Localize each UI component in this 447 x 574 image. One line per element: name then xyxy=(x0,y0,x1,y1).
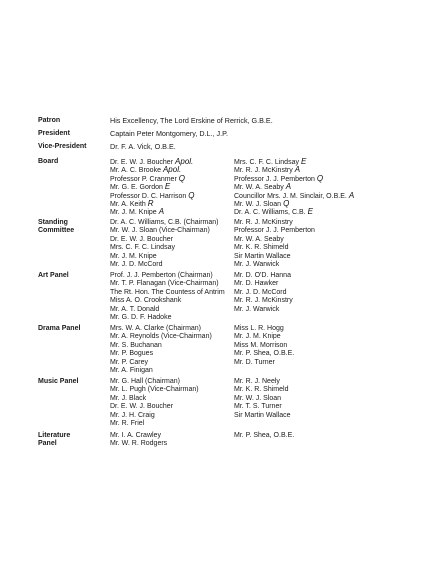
drama-panel-right-column xyxy=(234,325,294,367)
list-item: Mr. J. Black xyxy=(110,394,147,402)
list-item: Dr. E. W. J. Boucher xyxy=(110,235,174,243)
standing-committee-left-column xyxy=(110,219,219,269)
list-item: Miss L. R. Hogg xyxy=(234,325,284,332)
literature-panel-right-column xyxy=(234,432,294,440)
list-item: Mr. R. Friel xyxy=(110,419,145,427)
board-member: Mr. A. Keith R xyxy=(110,198,154,208)
list-item: Mr. I. A. Crawley xyxy=(110,432,161,439)
patron-label: Patron xyxy=(38,117,61,124)
board-member: Professor D. C. Harrison Q xyxy=(110,190,195,200)
list-item: The Rt. Hon. The Countess of Antrim xyxy=(110,288,225,296)
music-panel-label: Music Panel xyxy=(38,378,79,385)
list-item: Miss A. O. Crookshank xyxy=(110,297,182,305)
list-item: Professor J. J. Pemberton xyxy=(234,227,315,235)
board-left-column xyxy=(110,158,194,217)
list-item: Mr. R. J. McKinstry xyxy=(234,297,293,305)
list-item: Mr. W. J. Sloan (Vice-Chairman) xyxy=(110,227,210,235)
board-member: Councillor Mrs. J. M. Sinclair, O.B.E. A xyxy=(234,190,355,200)
list-item: Mr. D. O'D. Hanna xyxy=(234,272,291,279)
board-member: Dr. E. W. J. Boucher Apol. xyxy=(110,157,194,166)
literature-panel-label: Literature Panel xyxy=(38,432,71,448)
list-item: Mr. W. J. Sloan xyxy=(234,394,282,402)
handwritten-mark: Q xyxy=(283,198,290,208)
patron-value: His Excellency, The Lord Erskine of Rerrick, G.B.E. xyxy=(110,116,273,125)
music-panel-left-column xyxy=(110,378,199,428)
handwritten-mark: Apol. xyxy=(162,165,182,175)
handwritten-mark: E xyxy=(164,182,171,192)
list-item: Mr. D. Hawker xyxy=(234,280,279,288)
handwritten-mark: A xyxy=(294,165,301,175)
list-item: Mr. W. A. Seaby xyxy=(234,235,284,243)
list-item: Sir Martin Wallace xyxy=(234,411,291,419)
art-panel-left-column xyxy=(110,272,225,322)
vice-president-label: Vice-President xyxy=(38,143,87,150)
board-member: Mrs. C. F. C. Lindsay E xyxy=(234,157,307,166)
list-item: Mr. J. Warwick xyxy=(234,305,280,313)
list-item: Mr. L. Pugh (Vice-Chairman) xyxy=(110,386,199,394)
list-item: Mr. A. Reynolds (Vice-Chairman) xyxy=(110,333,212,341)
standing-committee-label: Standing Committee xyxy=(38,219,75,235)
standing-committee-right-column xyxy=(234,219,315,269)
list-item: Miss M. Morrison xyxy=(234,341,288,349)
list-item: Mr. P. Shea, O.B.E. xyxy=(234,350,295,358)
list-item: Mr. K. R. Shimeld xyxy=(234,386,289,394)
board-member: Mr. W. J. Sloan Q xyxy=(234,198,290,208)
list-item: Mr. J. H. Craig xyxy=(110,411,155,419)
handwritten-mark: Apol. xyxy=(175,157,194,166)
literature-panel-left-column xyxy=(110,432,167,449)
board-label: Board xyxy=(38,158,59,165)
art-panel-right-column xyxy=(234,272,293,314)
list-item: Mr. T. P. Flanagan (Vice-Chairman) xyxy=(110,280,219,288)
board-member: Professor P. Cranmer Q xyxy=(110,173,186,183)
list-item: Mr. P. Bogues xyxy=(110,350,154,358)
board-member: Professor J. J. Pemberton Q xyxy=(234,173,324,183)
drama-panel-left-column xyxy=(110,325,212,375)
list-item: Dr. A. C. Williams, C.B. (Chairman) xyxy=(110,219,219,226)
list-item: Mr. G. Hall (Chairman) xyxy=(110,378,181,385)
list-item: Mr. J. M. Knipe xyxy=(110,252,157,260)
handwritten-mark: Q xyxy=(316,173,324,183)
vice-president-value: Dr. F. A. Vick, O.B.E. xyxy=(110,142,176,151)
board-right-column xyxy=(234,158,354,217)
board-member: Mr. A. C. Brooke Apol. xyxy=(110,165,182,175)
handwritten-mark: Q xyxy=(188,190,195,200)
list-item: Mrs. C. F. C. Lindsay xyxy=(110,244,175,252)
list-item: Mrs. W. A. Clarke (Chairman) xyxy=(110,325,202,332)
handwritten-mark: A xyxy=(158,207,165,217)
list-item: Mr. S. Buchanan xyxy=(110,341,162,349)
president-value: Captain Peter Montgomery, D.L., J.P. xyxy=(110,129,228,138)
handwritten-mark: A xyxy=(285,182,292,192)
board-member: Mr. G. E. Gordon E xyxy=(110,182,171,192)
list-item: Mr. W. R. Rodgers xyxy=(110,440,168,448)
list-item: Mr. P. Shea, O.B.E. xyxy=(234,432,295,439)
list-item: Dr. E. W. J. Boucher xyxy=(110,403,174,411)
list-item: Mr. J. Warwick xyxy=(234,260,280,268)
handwritten-mark: E xyxy=(307,207,313,217)
list-item: Prof. J. J. Pemberton (Chairman) xyxy=(110,272,213,279)
list-item: Sir Martin Wallace xyxy=(234,252,291,260)
handwritten-mark: R xyxy=(147,198,154,208)
list-item: Mr. D. Turner xyxy=(234,358,275,366)
list-item: Mr. P. Carey xyxy=(110,358,148,366)
handwritten-mark: E xyxy=(300,157,307,166)
handwritten-mark: Q xyxy=(178,173,186,183)
president-label: President xyxy=(38,130,70,137)
handwritten-mark: A xyxy=(348,190,355,200)
list-item: Mr. J. D. McCord xyxy=(110,260,163,268)
list-item: Mr. R. J. McKinstry xyxy=(234,219,293,226)
art-panel-label: Art Panel xyxy=(38,272,69,279)
list-item: Mr. T. S. Turner xyxy=(234,403,282,411)
drama-panel-label: Drama Panel xyxy=(38,325,81,332)
list-item: Mr. A. Finigan xyxy=(110,366,153,374)
list-item: Mr. K. R. Shimeld xyxy=(234,244,289,252)
list-item: Mr. A. T. Donald xyxy=(110,305,160,313)
list-item: Mr. J. D. McCord xyxy=(234,288,287,296)
board-member: Mr. J. M. Knipe A xyxy=(110,207,165,217)
list-item: Mr. R. J. Neely xyxy=(234,378,280,385)
board-member: Mr. R. J. McKinstry A xyxy=(234,165,301,175)
board-member: Dr. A. C. Williams, C.B. E xyxy=(234,207,313,217)
list-item: Mr. J. M. Knipe xyxy=(234,333,281,341)
music-panel-right-column xyxy=(234,378,291,420)
list-item: Mr. G. D. F. Hadoke xyxy=(110,313,172,321)
board-member: Mr. W. A. Seaby A xyxy=(234,182,292,192)
